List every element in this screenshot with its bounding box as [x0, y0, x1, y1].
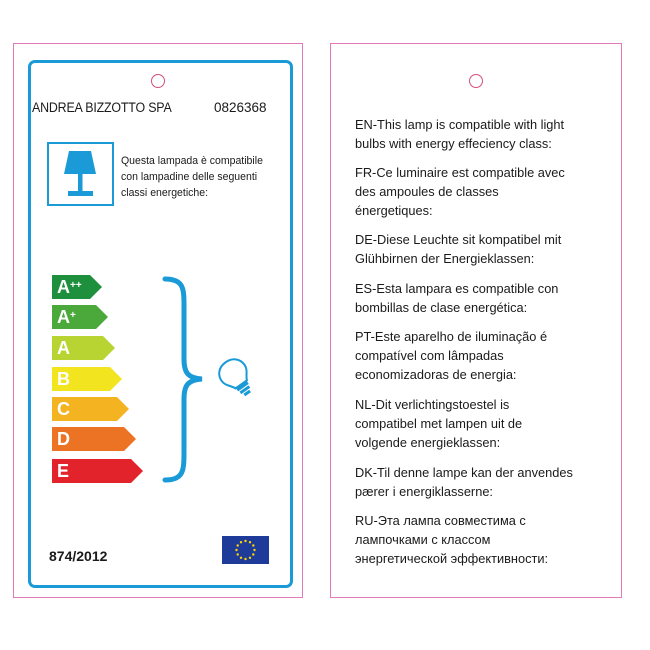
paragraph-line: des ampoules de classes	[355, 184, 499, 199]
language-paragraph	[355, 463, 605, 501]
paragraph-line: ES-Esta lampara es compatible con	[355, 281, 559, 296]
bracket-icon	[160, 275, 210, 485]
paragraph-line: pærer i energiklasserne:	[355, 484, 493, 499]
language-paragraph	[355, 163, 605, 220]
bulb-icon	[216, 355, 256, 401]
energy-class-label: C	[57, 399, 70, 419]
language-paragraph	[355, 511, 605, 568]
eu-star	[235, 549, 237, 551]
eu-star	[252, 553, 254, 555]
paragraph-line: énergetiques:	[355, 203, 433, 218]
compat-line: con lampadine delle seguenti	[121, 171, 258, 183]
eu-star	[249, 541, 251, 543]
paragraph-line: Glühbirnen der Energieklassen:	[355, 251, 535, 266]
energy-class-bar	[52, 427, 136, 451]
paragraph-line: bombillas de clase energética:	[355, 300, 528, 315]
energy-class-bar	[52, 305, 108, 329]
paragraph-line: compatível com lâmpadas	[355, 348, 504, 363]
eu-star	[244, 540, 246, 542]
brand-name: ANDREA BIZZOTTO SPA	[32, 100, 172, 115]
paragraph-line: энергетической эффективности:	[355, 551, 549, 566]
eu-star	[237, 553, 239, 555]
lamp-icon	[49, 144, 112, 204]
paragraph-line: DK-Til denne lampe kan der anvendes	[355, 465, 573, 480]
regulation-number: 874/2012	[49, 548, 108, 564]
paragraph-line: volgende energieklassen:	[355, 435, 501, 450]
hang-hole-icon	[469, 74, 483, 88]
eu-flag-icon	[222, 536, 269, 564]
language-paragraph	[355, 279, 605, 317]
paragraph-line: PT-Este aparelho de iluminação é	[355, 329, 548, 344]
energy-class-label: B	[57, 369, 70, 389]
energy-class-label: E	[57, 461, 70, 481]
energy-class-label: A++	[57, 277, 82, 297]
compat-line: classi energetiche:	[121, 187, 209, 199]
paragraph-line: лампочками с классом	[355, 532, 491, 547]
eu-star	[249, 557, 251, 559]
energy-class-bar	[52, 459, 143, 483]
paragraph-line: FR-Ce luminaire est compatible avec	[355, 165, 565, 180]
language-paragraph	[355, 395, 605, 452]
energy-class-bar	[52, 275, 102, 299]
paragraph-line: DE-Diese Leuchte sit kompatibel mit	[355, 232, 562, 247]
language-paragraph	[355, 115, 605, 153]
energy-class-label: D	[57, 429, 70, 449]
eu-star	[244, 558, 246, 560]
energy-class-bar	[52, 336, 115, 360]
product-code: 0826368	[214, 100, 267, 115]
eu-star	[252, 544, 254, 546]
lamp-icon-box	[47, 142, 114, 206]
paragraph-line: compatibel met lampen uit de	[355, 416, 523, 431]
compatibility-text	[121, 153, 291, 201]
eu-star	[237, 544, 239, 546]
energy-class-label: A	[57, 338, 70, 358]
paragraph-line: EN-This lamp is compatible with light	[355, 117, 565, 132]
paragraph-line: RU-Эта лампа совместима с	[355, 513, 526, 528]
eu-star	[253, 549, 255, 551]
eu-star	[240, 541, 242, 543]
paragraph-line: economizadoras de energia:	[355, 367, 517, 382]
energy-class-bar	[52, 367, 122, 391]
energy-class-label: A+	[57, 307, 76, 327]
language-paragraph	[355, 327, 605, 384]
paragraph-line: NL-Dit verlichtingstoestel is	[355, 397, 510, 412]
eu-star	[240, 557, 242, 559]
compat-line: Questa lampada è compatibile	[121, 155, 263, 167]
energy-class-bar	[52, 397, 129, 421]
language-paragraph	[355, 230, 605, 268]
paragraph-line: bulbs with energy effeciency class:	[355, 136, 552, 151]
